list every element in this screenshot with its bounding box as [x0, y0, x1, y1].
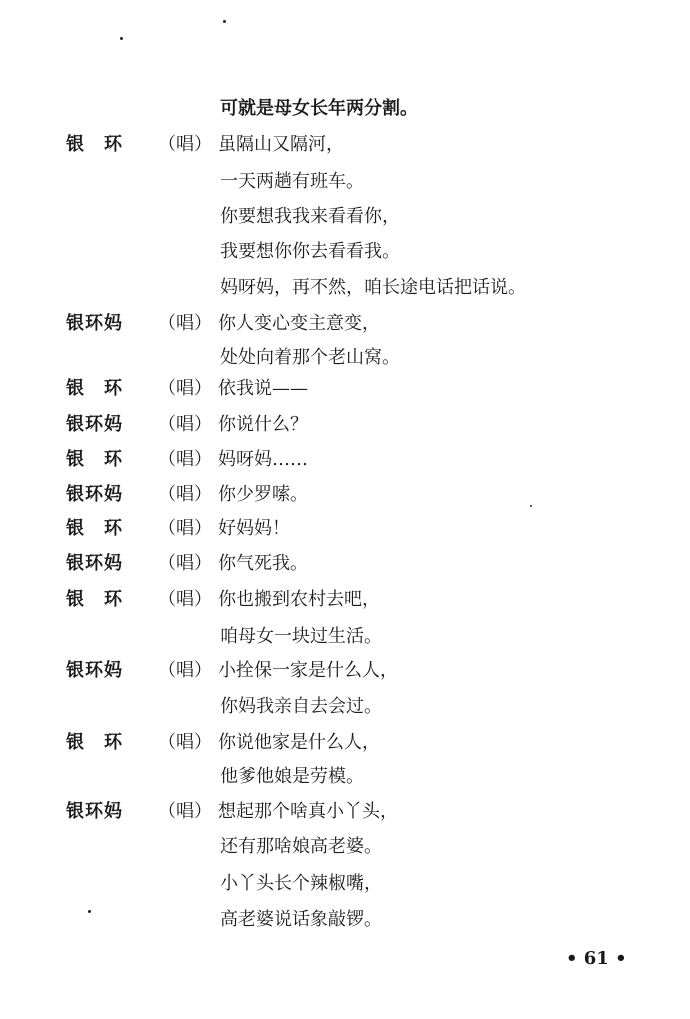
lyric-text: 你要想我我来看看你，: [220, 206, 400, 227]
stage-direction: （唱）: [158, 732, 212, 753]
speaker-name: 银 环: [66, 378, 123, 399]
script-line: [0, 620, 690, 654]
stage-direction: （唱）: [158, 589, 212, 610]
speaker-name: 银 环: [66, 732, 123, 753]
speaker-name: 银环妈: [66, 660, 123, 681]
lyric-text: 高老婆说话象敲锣。: [220, 909, 382, 930]
lyric-text: 咱母女一块过生活。: [220, 626, 382, 647]
script-line: [0, 903, 690, 937]
script-line: [0, 478, 690, 512]
speaker-name: 银 环: [66, 589, 123, 610]
script-line: [0, 443, 690, 477]
script-line: [0, 830, 690, 864]
page-number: • 61 •: [566, 948, 627, 969]
stage-direction: （唱）: [158, 801, 212, 822]
script-line: [0, 307, 690, 341]
speaker-name: 银 环: [66, 518, 123, 539]
stage-direction: （唱）: [158, 414, 212, 435]
lyric-text: 你也搬到农村去吧，: [218, 589, 380, 610]
lyric-text: 小拴保一家是什么人，: [218, 660, 398, 681]
script-line: [0, 726, 690, 760]
stage-direction: （唱）: [158, 313, 212, 334]
stage-direction: （唱）: [158, 378, 212, 399]
script-line: [0, 583, 690, 617]
lyric-text: 处处向着那个老山窝。: [220, 347, 400, 368]
lyric-text: 你人变心变主意变，: [218, 313, 380, 334]
stage-direction: （唱）: [158, 518, 212, 539]
script-line: [0, 408, 690, 442]
scan-speck: [223, 20, 226, 23]
script-line: [0, 795, 690, 829]
speaker-name: 银 环: [66, 134, 123, 155]
speaker-name: 银 环: [66, 449, 123, 470]
lyric-text: 你气死我。: [218, 553, 308, 574]
stage-direction: （唱）: [158, 553, 212, 574]
lyric-text: 小丫头长个辣椒嘴，: [220, 873, 382, 894]
lyric-text: 你说他家是什么人，: [218, 732, 380, 753]
script-line: [0, 867, 690, 901]
lyric-text: 一天两趟有班车。: [220, 171, 364, 192]
script-line: [0, 271, 690, 305]
lyric-text: 好妈妈！: [218, 518, 290, 539]
scan-speck: [120, 37, 123, 40]
script-line: [0, 92, 690, 126]
lyric-text: 他爹他娘是劳模。: [220, 766, 364, 787]
script-line: [0, 165, 690, 199]
lyric-text: 你说什么？: [218, 414, 308, 435]
stage-direction: （唱）: [158, 134, 212, 155]
stage-direction: （唱）: [158, 484, 212, 505]
speaker-name: 银环妈: [66, 313, 123, 334]
lyric-text: 依我说——: [218, 378, 308, 399]
speaker-name: 银环妈: [66, 414, 123, 435]
lyric-text: 想起那个啥真小丫头，: [218, 801, 398, 822]
script-line: [0, 128, 690, 162]
lyric-text: 虽隔山又隔河，: [218, 134, 344, 155]
script-line: [0, 547, 690, 581]
script-line: [0, 690, 690, 724]
lyric-text: 你少罗嗦。: [218, 484, 308, 505]
script-line: [0, 760, 690, 794]
script-line: [0, 512, 690, 546]
stage-direction: （唱）: [158, 449, 212, 470]
lyric-text: 还有那啥娘高老婆。: [220, 836, 382, 857]
speaker-name: 银环妈: [66, 553, 123, 574]
script-line: [0, 341, 690, 375]
lyric-text: 妈呀妈……: [218, 449, 308, 470]
speaker-name: 银环妈: [66, 801, 123, 822]
lyric-text: 你妈我亲自去会过。: [220, 696, 382, 717]
lyric-text: 我要想你你去看看我。: [220, 241, 400, 262]
script-line: [0, 654, 690, 688]
script-line: [0, 372, 690, 406]
script-line: [0, 235, 690, 269]
speaker-name: 银环妈: [66, 484, 123, 505]
script-line: [0, 200, 690, 234]
lyric-text: 可就是母女长年两分割。: [220, 98, 418, 119]
stage-direction: （唱）: [158, 660, 212, 681]
lyric-text: 妈呀妈，再不然，咱长途电话把话说。: [220, 277, 526, 298]
